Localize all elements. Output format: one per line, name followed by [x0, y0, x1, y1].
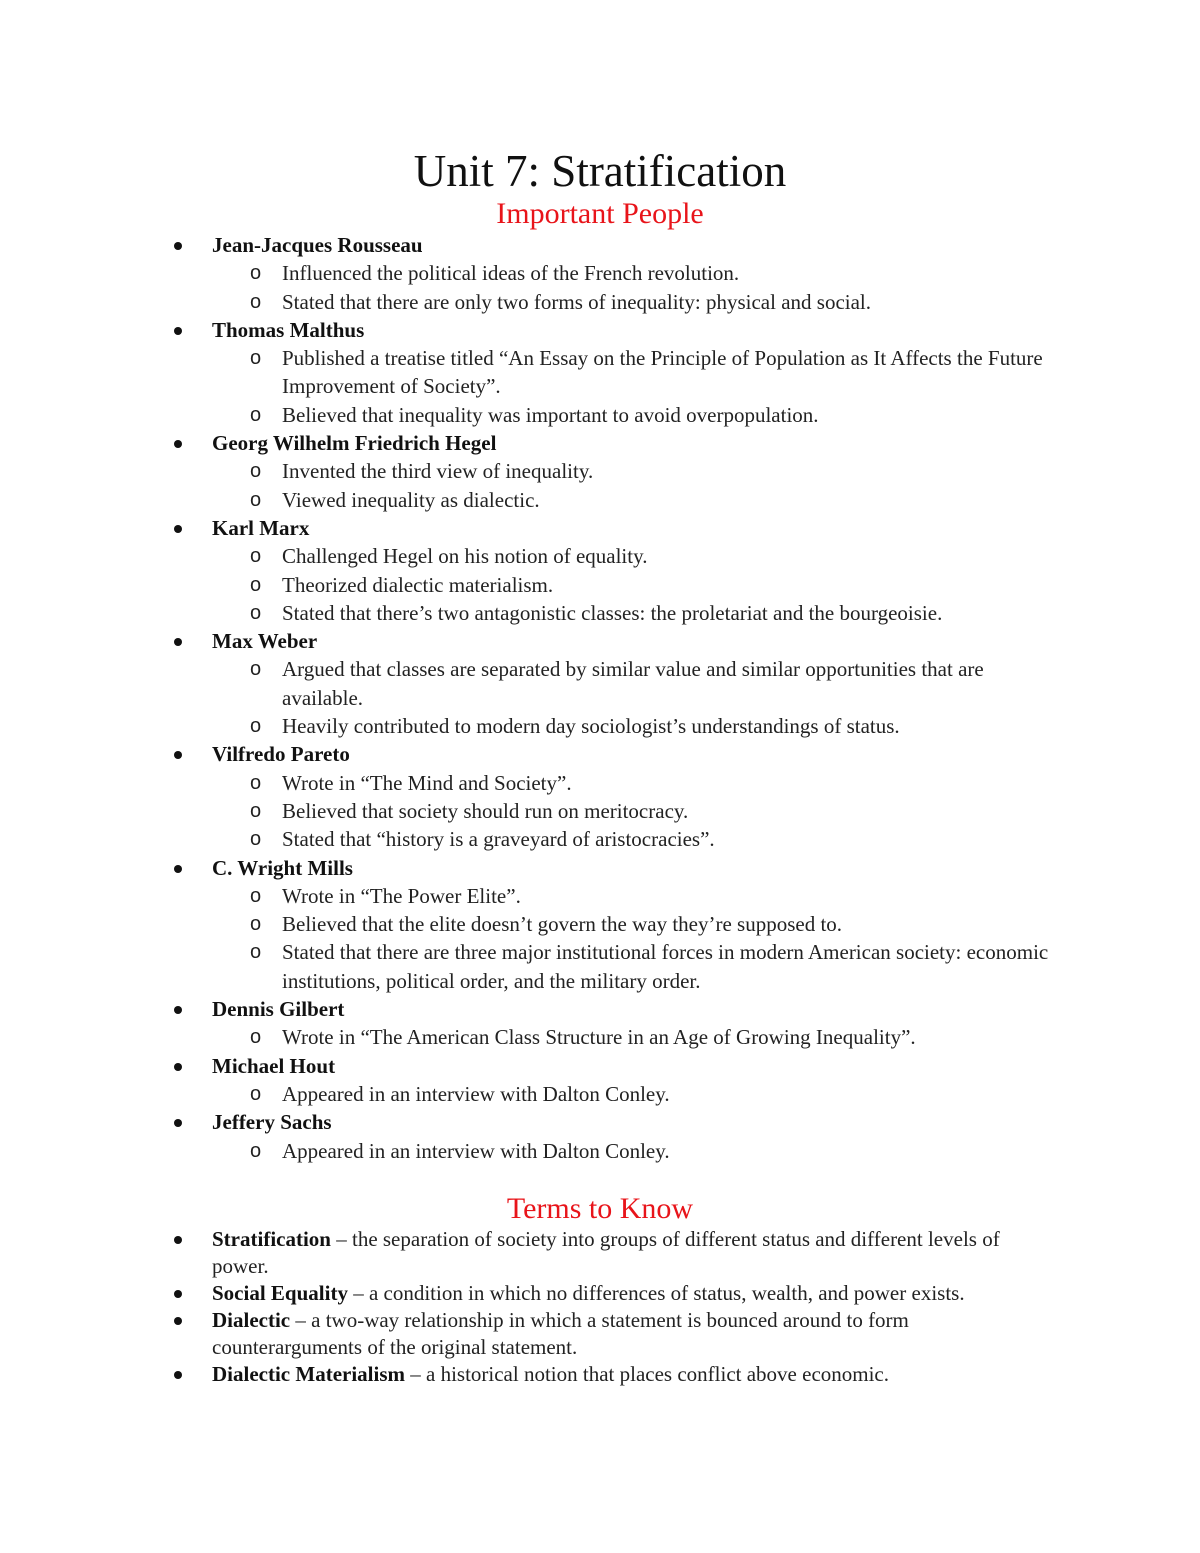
bullet-icon	[174, 440, 182, 448]
person-name: Dennis Gilbert	[212, 997, 345, 1022]
note-item	[212, 1023, 1200, 1051]
note-text: Invented the third view of inequality.	[282, 459, 594, 484]
note-text: Viewed inequality as dialectic.	[282, 487, 540, 512]
term-definition: – a two-way relationship in which a statement is bounced around to form counterarguments of the original statement.	[212, 1308, 909, 1359]
bullet-icon	[174, 1371, 182, 1379]
sub-bullet-icon: o	[250, 262, 262, 285]
sub-bullet-icon: o	[250, 290, 262, 313]
note-text: Heavily contributed to modern day sociologist’s understandings of status.	[282, 714, 900, 739]
note-item	[212, 825, 1200, 853]
note-item	[212, 655, 1200, 712]
sub-bullet-icon: o	[250, 715, 262, 738]
note-text: Appeared in an interview with Dalton Conley.	[282, 1138, 670, 1163]
sub-bullet-icon: o	[250, 403, 262, 426]
person-notes	[212, 655, 1200, 740]
note-item	[212, 910, 1200, 938]
person-name: Vilfredo Pareto	[212, 742, 350, 767]
sub-bullet-icon: o	[250, 1139, 262, 1162]
person-name: Georg Wilhelm Friedrich Hegel	[212, 431, 497, 456]
term-definition: – the separation of society into groups of different status and different levels of power.	[212, 1227, 1000, 1278]
person-item	[0, 514, 1200, 627]
sub-bullet-icon: o	[250, 601, 262, 624]
sub-bullet-icon: o	[250, 771, 262, 794]
person-notes	[212, 259, 1200, 316]
note-item	[212, 486, 1200, 514]
bullet-icon	[174, 751, 182, 759]
note-item	[212, 599, 1200, 627]
bullet-icon	[174, 1063, 182, 1071]
bullet-icon	[174, 638, 182, 646]
note-text: Theorized dialectic materialism.	[282, 572, 554, 597]
term-item	[0, 1280, 1200, 1307]
term-definition: – a condition in which no differences of status, wealth, and power exists.	[347, 1281, 965, 1305]
person-notes	[212, 769, 1200, 854]
person-item	[0, 1108, 1200, 1165]
important-people-heading: Important People	[496, 197, 704, 230]
term-definition: – a historical notion that places conflict above economic.	[405, 1362, 890, 1386]
note-text: Wrote in “The American Class Structure in an Age of Growing Inequality”.	[282, 1025, 916, 1050]
person-item	[0, 231, 1200, 316]
bullet-icon	[174, 1236, 182, 1244]
sub-bullet-icon: o	[250, 545, 262, 568]
terms-to-know-heading: Terms to Know	[506, 1192, 694, 1225]
person-name: Thomas Malthus	[212, 317, 365, 342]
note-text: Believed that inequality was important to avoid overpopulation.	[282, 402, 819, 427]
person-notes	[212, 1023, 1200, 1051]
sub-bullet-icon: o	[250, 913, 262, 936]
note-text: Stated that there are only two forms of inequality: physical and social.	[282, 289, 872, 314]
sub-bullet-icon: o	[250, 460, 262, 483]
sub-bullet-icon: o	[250, 488, 262, 511]
note-text: Wrote in “The Mind and Society”.	[282, 770, 572, 795]
bullet-icon	[174, 525, 182, 533]
note-text: Stated that “history is a graveyard of aristocracies”.	[282, 827, 715, 852]
person-item	[0, 627, 1200, 740]
sub-bullet-icon: o	[250, 884, 262, 907]
term-name: Dialectic Materialism	[212, 1362, 405, 1386]
bullet-icon	[174, 1290, 182, 1298]
sub-bullet-icon: o	[250, 658, 262, 681]
note-text: Wrote in “The Power Elite”.	[282, 883, 521, 908]
note-text: Challenged Hegel on his notion of equality.	[282, 544, 648, 569]
bullet-icon	[174, 1006, 182, 1014]
person-item	[0, 995, 1200, 1052]
note-text: Stated that there are three major institutional forces in modern American society: economic institutions, political order, and the military order.	[282, 940, 1049, 993]
page-title: Unit 7: Stratification	[413, 146, 787, 196]
person-notes	[212, 1080, 1200, 1108]
person-name: Jeffery Sachs	[212, 1110, 332, 1135]
person-name: Jean-Jacques Rousseau	[212, 233, 423, 257]
note-text: Stated that there’s two antagonistic classes: the proletariat and the bourgeoisie.	[282, 600, 943, 625]
sub-bullet-icon: o	[250, 1026, 262, 1049]
term-name: Social Equality	[212, 1281, 348, 1305]
person-name: C. Wright Mills	[212, 855, 353, 880]
note-item	[212, 797, 1200, 825]
sub-bullet-icon: o	[250, 799, 262, 822]
person-item	[0, 854, 1200, 995]
bullet-icon	[174, 1317, 182, 1325]
sub-bullet-icon: o	[250, 573, 262, 596]
term-name: Dialectic	[212, 1308, 291, 1332]
person-item	[0, 429, 1200, 514]
note-item	[212, 1137, 1200, 1165]
note-text: Believed that society should run on meritocracy.	[282, 798, 689, 823]
note-item	[212, 344, 1200, 401]
note-item	[212, 259, 1200, 287]
term-name: Stratification	[212, 1227, 331, 1251]
note-item	[212, 542, 1200, 570]
terms-list	[0, 1226, 1200, 1388]
note-item	[212, 1080, 1200, 1108]
person-notes	[212, 457, 1200, 514]
person-notes	[212, 542, 1200, 627]
note-item	[212, 571, 1200, 599]
person-notes	[212, 882, 1200, 995]
person-item	[0, 316, 1200, 429]
bullet-icon	[174, 865, 182, 873]
term-item	[0, 1226, 1200, 1280]
bullet-icon	[174, 1119, 182, 1127]
person-name: Michael Hout	[212, 1053, 336, 1078]
person-notes	[212, 1137, 1200, 1165]
sub-bullet-icon: o	[250, 1082, 262, 1105]
person-item	[0, 1052, 1200, 1109]
note-text: Published a treatise titled “An Essay on the Principle of Population as It Affects the Future Improvement of Society”.	[282, 346, 1043, 399]
person-item	[0, 740, 1200, 853]
term-item	[0, 1307, 1200, 1361]
note-item	[212, 769, 1200, 797]
note-item	[212, 288, 1200, 316]
note-text: Appeared in an interview with Dalton Conley.	[282, 1081, 670, 1106]
bullet-icon	[174, 242, 182, 250]
note-item	[212, 712, 1200, 740]
note-item	[212, 882, 1200, 910]
note-item	[212, 401, 1200, 429]
sub-bullet-icon: o	[250, 347, 262, 370]
people-list	[0, 231, 1200, 1165]
person-name: Max Weber	[212, 629, 318, 654]
person-name: Karl Marx	[212, 515, 310, 540]
note-text: Influenced the political ideas of the French revolution.	[282, 261, 740, 286]
bullet-icon	[174, 327, 182, 335]
term-item	[0, 1361, 1200, 1388]
note-item	[212, 938, 1200, 995]
sub-bullet-icon: o	[250, 941, 262, 964]
sub-bullet-icon: o	[250, 828, 262, 851]
person-notes	[212, 344, 1200, 429]
note-text: Believed that the elite doesn’t govern the way they’re supposed to.	[282, 912, 843, 937]
note-item	[212, 457, 1200, 485]
note-text: Argued that classes are separated by similar value and similar opportunities that are available.	[282, 657, 984, 710]
